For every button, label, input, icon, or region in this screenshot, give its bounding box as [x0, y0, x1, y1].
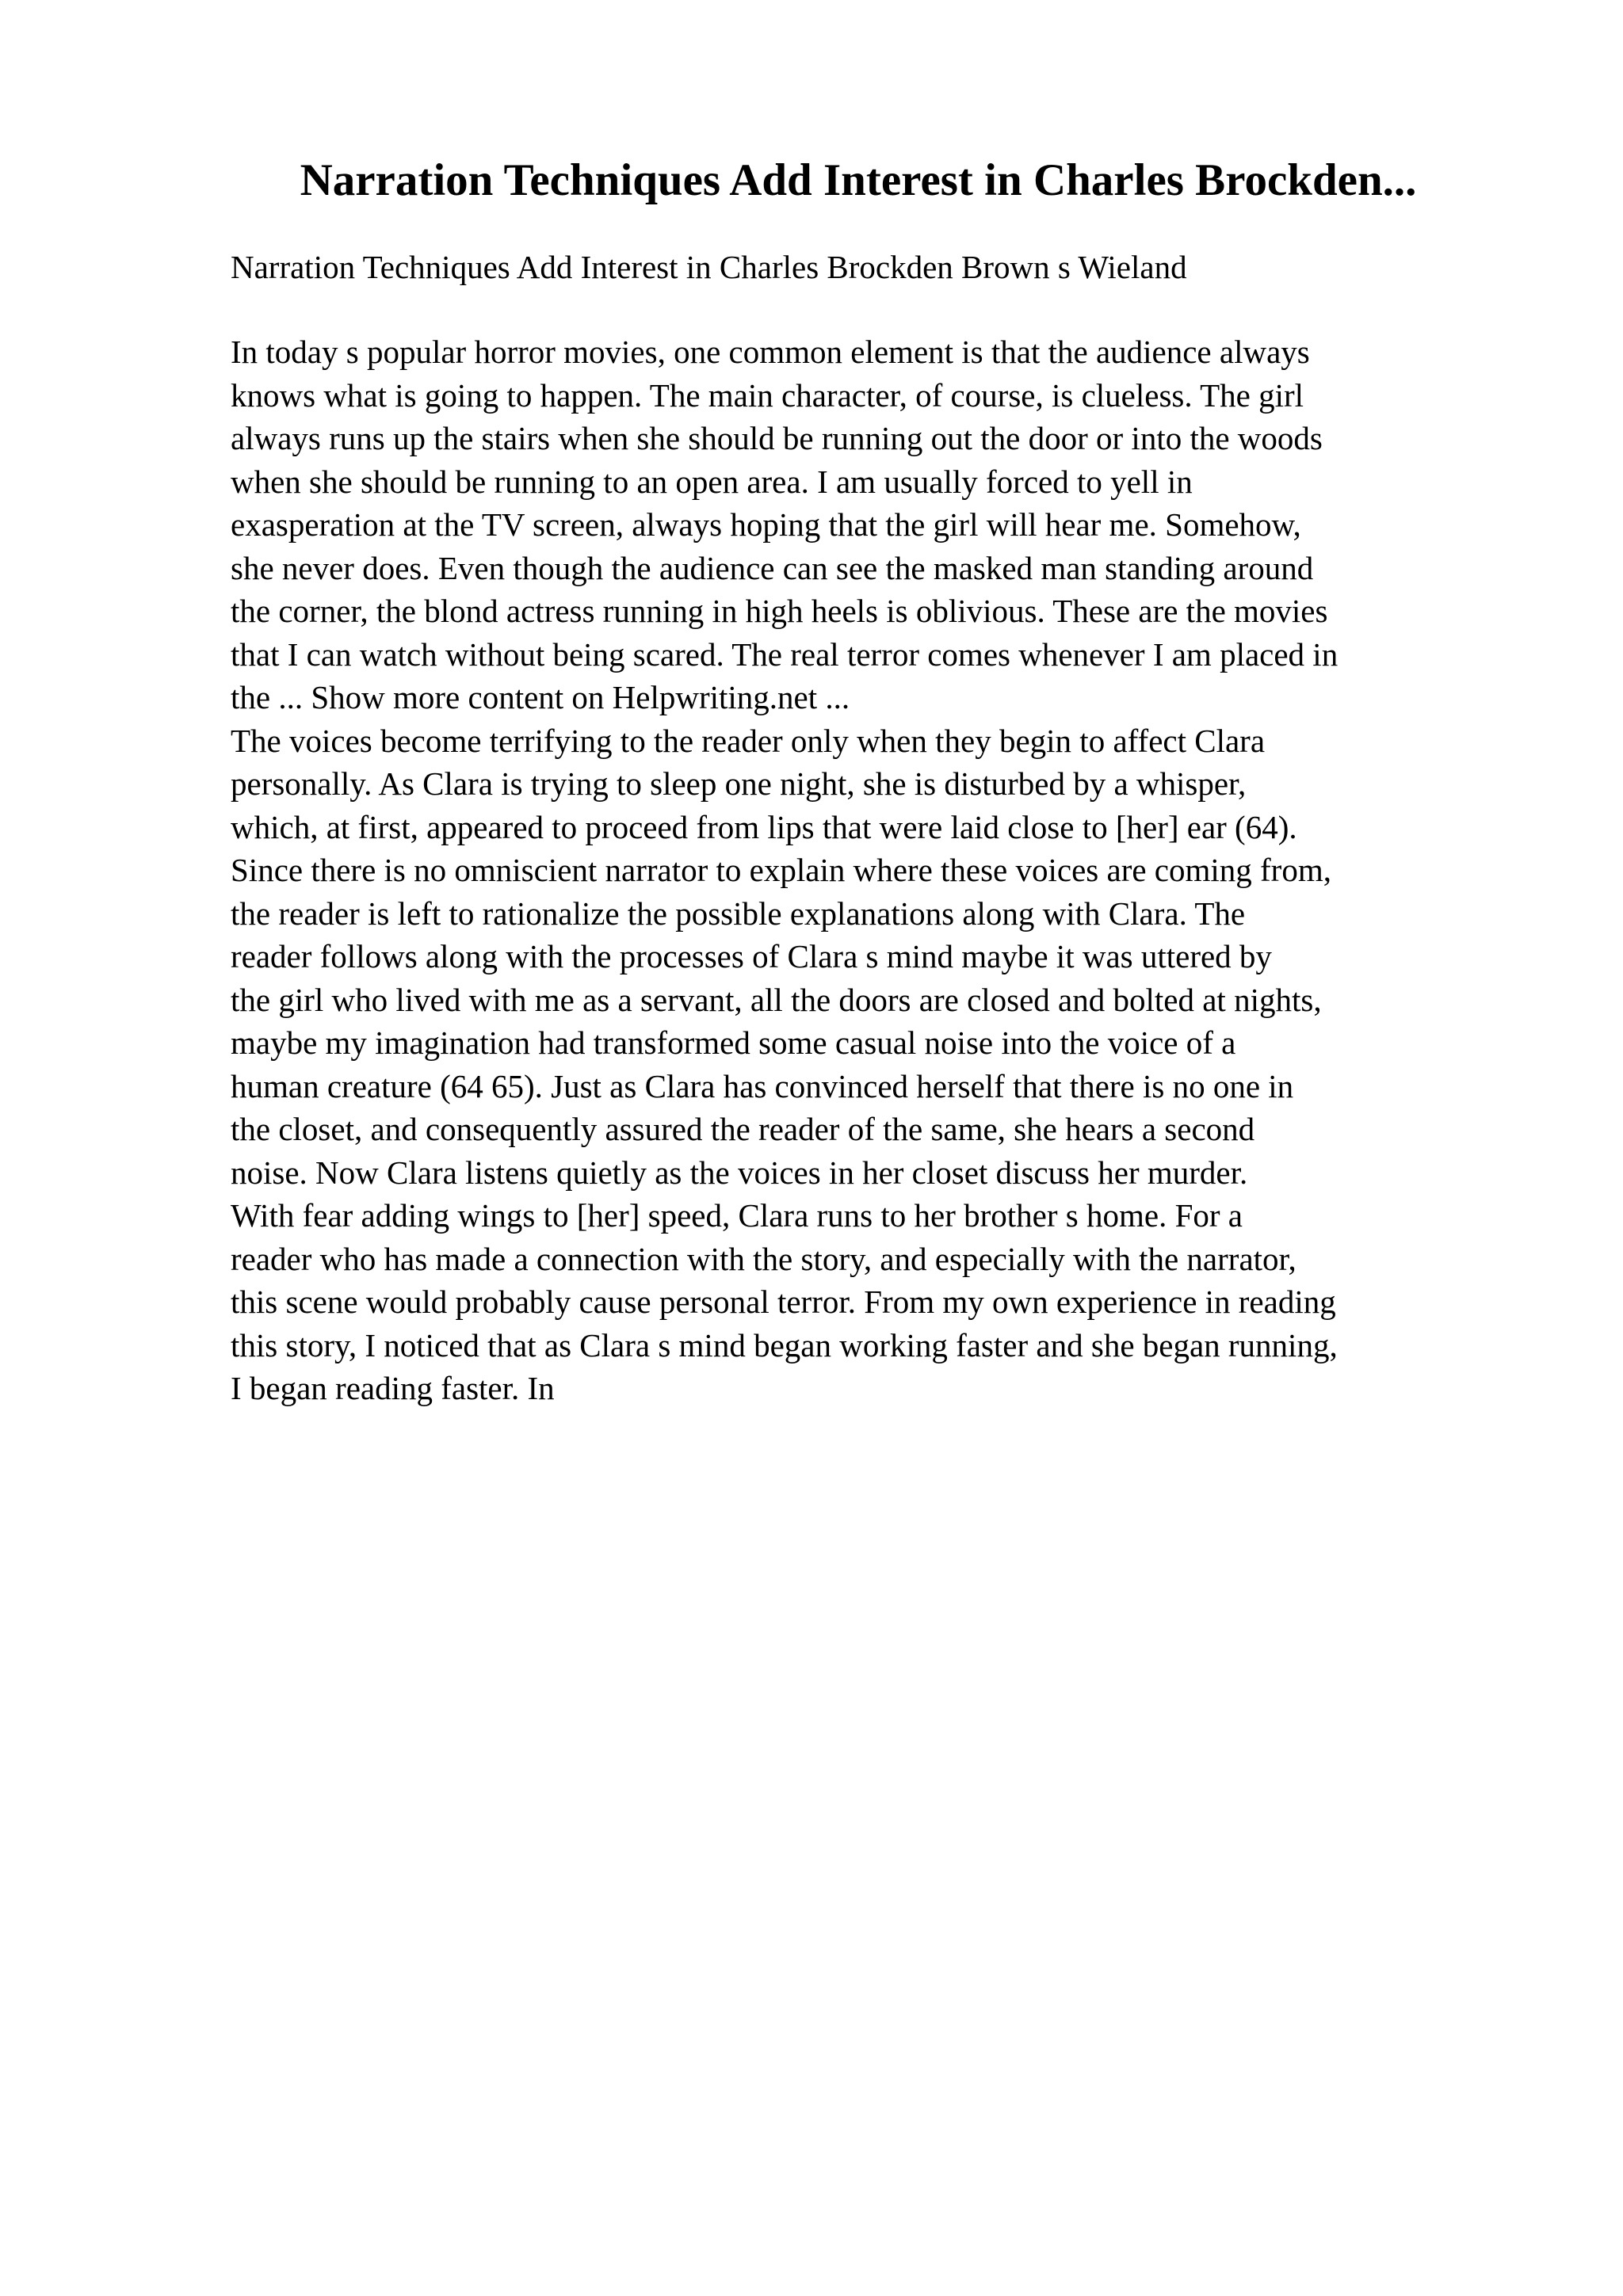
body-line: The voices become terrifying to the reader only when they begin to affect Clara	[231, 722, 1266, 759]
body-line: Since there is no omniscient narrator to explain where these voices are coming from,	[231, 852, 1331, 888]
body-line: personally. As Clara is trying to sleep one night, she is disturbed by a whisper,	[231, 765, 1247, 802]
body-line: the reader is left to rationalize the possible explanations along with Clara. The	[231, 894, 1246, 932]
body-line: always runs up the stairs when she should be running out the door or into the woods	[231, 420, 1323, 456]
document-subtitle: Narration Techniques Add Interest in Charles Brockden Brown s Wieland	[231, 249, 1187, 285]
body-line: exasperation at the TV screen, always hoping that the girl will hear me. Somehow,	[231, 506, 1301, 543]
body-line: this story, I noticed that as Clara s mind began working faster and she began running,	[231, 1326, 1338, 1363]
body-line: reader who has made a connection with the story, and especially with the narrator,	[231, 1240, 1296, 1277]
body-line: I began reading faster. In	[231, 1370, 555, 1406]
body-line: she never does. Even though the audience can see the masked man standing around	[231, 549, 1314, 586]
body-line: the ... Show more content on Helpwriting.net ...	[231, 679, 850, 715]
body-line: that I can watch without being scared. The real terror comes whenever I am placed in	[231, 635, 1338, 673]
document-title: Narration Techniques Add Interest in Charles Brockden...	[300, 155, 1417, 205]
body-line: In today s popular horror movies, one common element is that the audience always	[231, 334, 1310, 370]
document-body	[231, 330, 1514, 1410]
body-line: maybe my imagination had transformed some casual noise into the voice of a	[231, 1024, 1236, 1061]
body-line: the girl who lived with me as a servant, all the doors are closed and bolted at nights,	[231, 981, 1322, 1018]
body-line: when she should be running to an open area. I am usually forced to yell in	[231, 463, 1193, 500]
body-line: which, at first, appeared to proceed from lips that were laid close to [her] ear (64).	[231, 808, 1297, 845]
body-line: knows what is going to happen. The main character, of course, is clueless. The girl	[231, 376, 1304, 414]
body-line: human creature (64 65). Just as Clara has convinced herself that there is no one in	[231, 1067, 1294, 1104]
body-line: With fear adding wings to [her] speed, Clara runs to her brother s home. For a	[231, 1197, 1243, 1234]
body-line: the closet, and consequently assured the reader of the same, she hears a second	[231, 1111, 1255, 1147]
body-line: reader follows along with the processes of Clara s mind maybe it was uttered by	[231, 938, 1272, 974]
body-line: this scene would probably cause personal terror. From my own experience in reading	[231, 1283, 1336, 1320]
body-line: noise. Now Clara listens quietly as the voices in her closet discuss her murder.	[231, 1154, 1248, 1191]
body-line: the corner, the blond actress running in high heels is oblivious. These are the movies	[231, 593, 1328, 629]
